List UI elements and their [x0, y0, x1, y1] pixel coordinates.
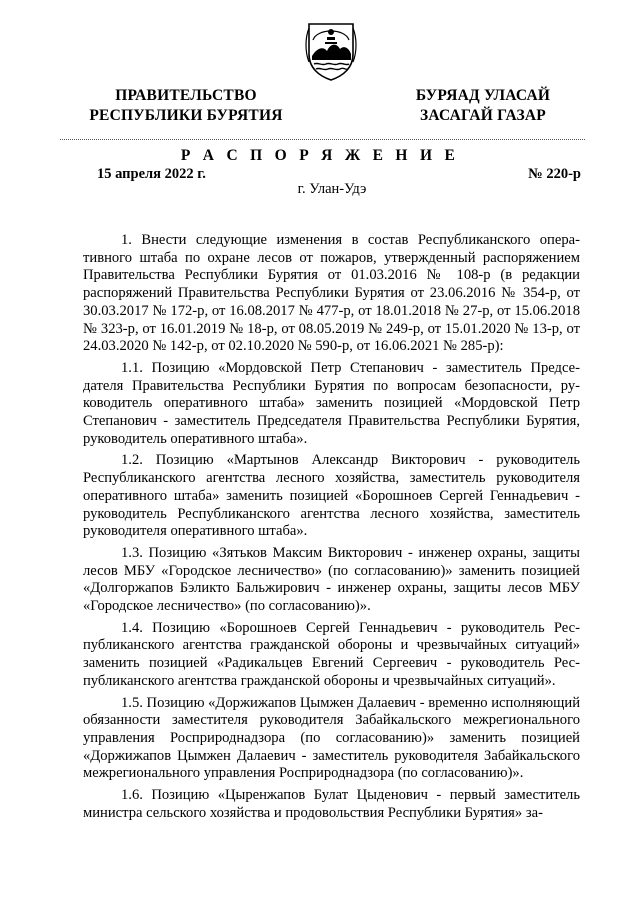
org-right-line2: ЗАСАГАЙ ГАЗАР: [420, 107, 546, 124]
paragraph-1-3: 1.3. Позицию «Зятьков Максим Викторович - инженер охраны, защиты лесов МБУ «Городское лесничество» (по согласованию)» заменить позицией «Долгоржапов Бэликто Бальжирович - инженер охраны, защиты лесов МБУ «Городское лесничество» (по согласованию)».: [83, 544, 580, 615]
document-date: 15 апреля 2022 г.: [97, 166, 206, 182]
paragraph-1-2: 1.2. Позицию «Мартынов Александр Викторович - руководитель Республиканского агентства лесного хозяйства, заместитель руководителя оперативного штаба» заменить позицией «Борошноев Сергей Геннадьевич - руководитель Республиканского агентства лесного хозяйства, заместитель руководителя оперативного штаба».: [83, 452, 580, 540]
document-number: № 220-р: [528, 166, 581, 182]
buryatia-coat-of-arms-icon: [303, 18, 359, 82]
org-left-line2: РЕСПУБЛИКИ БУРЯТИЯ: [89, 107, 283, 124]
header-divider: [60, 139, 585, 140]
org-right-line1: БУРЯАД УЛАСАЙ: [415, 87, 551, 104]
org-left-line1: ПРАВИТЕЛЬСТВО: [115, 87, 257, 104]
paragraph-1-5: 1.5. Позицию «Доржижапов Цымжен Далаевич - временно исполняющий обязанности заместителя руководителя Забайкальского межрегионального управления Росприроднадзора (по согласованию)» заменить позицией «Доржижапов Цымжен Далаевич - заместитель руководителя Забайкальского межрегионального управления Росприроднадзора (по согласованию)».: [83, 694, 580, 782]
government-name-buryat: [408, 86, 558, 126]
document-body: [83, 232, 580, 826]
government-name-russian: [86, 86, 286, 126]
document-city: г. Улан-Удэ: [297, 181, 367, 197]
paragraph-1-1: 1.1. Позицию «Мордовской Петр Степанович - заместитель Председателя Правительства Республики Бурятия по вопросам безопасности, руководитель оперативного штаба» заменить позицией «Мордовской Петр Степанович - заместитель Председателя Правительства Республики Бурятия, руководитель оперативного штаба».: [83, 359, 580, 447]
paragraph-1-6: 1.6. Позицию «Цыренжапов Булат Цыденович - первый заместитель министра сельского хозяйства и продовольствия Республики Бурятия» за-: [83, 787, 580, 821]
paragraph-1-4: 1.4. Позицию «Борошноев Сергей Геннадьевич - руководитель Республиканского агентства гражданской обороны и чрезвычайных ситуаций» заменить позицией «Радикальцев Евгений Сергеевич - руководитель Республиканского агентства гражданской обороны и чрезвычайных ситуаций».: [83, 619, 580, 689]
paragraph-1: 1. Внести следующие изменения в состав Республиканского оперативного штаба по охране лесов от пожаров, утвержденный распоряжением Правительства Республики Бурятия от 01.03.2016 № 108-р (в редакции распоряжений Правительства Республики Бурятия от 23.06.2016 № 354-р, от 30.03.2017 № 172-р, от 16.08.2017 № 477-р, от 18.01.2018 № 27-р, от 15.06.2018 № 323-р, от 16.01.2019 № 18-р, от 08.05.2019 № 249-р, от 15.01.2020 № 13-р, от 24.03.2020 № 142-р, от 02.10.2020 № 590-р, от 16.06.2021 № 285-р):: [83, 232, 580, 355]
document-type: Р А С П О Р Я Ж Е Н И Е: [180, 147, 460, 164]
